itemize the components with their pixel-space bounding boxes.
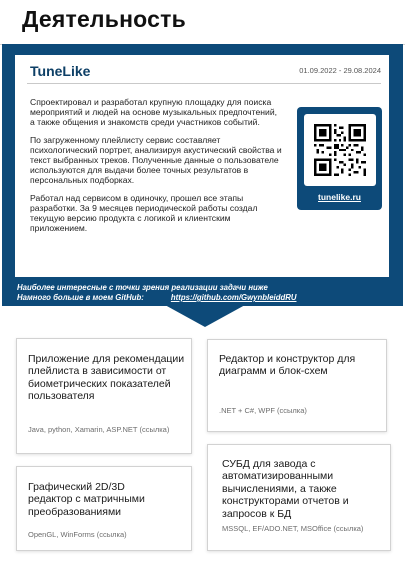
description-paragraph: Спроектировал и разработал крупную площадку для поиска мероприятий и людей на основе музыкальных предпочтений, а также общения и знакомств среди участников событий.: [30, 97, 278, 128]
project-dates: 01.09.2022 - 29.08.2024: [299, 66, 381, 75]
projects-note: [17, 283, 397, 303]
description-paragraph: Работал над сервисом в одиночку, прошел все этапы разработки. За 9 месяцев периодической работы создал текущую версию продукта с логикой и клиентским приложением.: [30, 192, 258, 234]
tile-tech[interactable]: .NET + C#, WPF (ссылка): [219, 406, 307, 415]
qr-panel[interactable]: [297, 107, 382, 210]
tile-tech[interactable]: OpenGL, WinForms (ссылка): [28, 530, 127, 539]
project-card: [15, 55, 389, 277]
description-paragraph: По загруженному плейлисту сервис составляет психологический портрет, анализируя акустический свойства и текст выбранных треков. Полученные данные о пользователе используются для выдачи более точных результатов в персональных подборках.: [30, 134, 282, 186]
pointer-arrow: [165, 305, 245, 327]
note-prefix: Намного больше в моем GitHub:: [17, 293, 144, 302]
page-title: Деятельность: [22, 6, 186, 32]
tile-title: Редактор и конструктор для диаграмм и блок-схем: [219, 353, 356, 378]
page-header: [0, 0, 405, 45]
tile-title: Приложение для рекомендации плейлиста в зависимости от биометрических показателей пользователя: [28, 353, 185, 403]
project-description: [30, 97, 282, 240]
github-link[interactable]: https://github.com/GwynbleiddRU: [170, 293, 297, 302]
project-tile-dbms[interactable]: [207, 444, 391, 551]
note-line: Наиболее интересные с точки зрения реализации задачи ниже: [17, 283, 268, 292]
project-tile-diagram-editor[interactable]: [207, 339, 387, 432]
tile-title: Графический 2D/3D редактор с матричными преобразованиями: [28, 481, 145, 518]
qr-code-icon: [304, 114, 376, 186]
note-row: [17, 293, 397, 303]
project-tile-playlist[interactable]: [16, 338, 192, 454]
tile-tech[interactable]: Java, python, Xamarin, ASP.NET (ссылка): [28, 425, 170, 434]
card-divider: [27, 83, 381, 84]
project-name: TuneLike: [30, 63, 91, 79]
tile-tech[interactable]: MSSQL, EF/ADO.NET, MSOffice (ссылка): [222, 524, 364, 533]
project-section: [2, 44, 403, 306]
tile-title: СУБД для завода с автоматизированными вычислениями, а также конструкторами отчетов и запросов к БД: [222, 458, 349, 520]
project-tile-graphics-editor[interactable]: [16, 466, 192, 551]
project-site-link[interactable]: tunelike.ru: [318, 192, 361, 202]
